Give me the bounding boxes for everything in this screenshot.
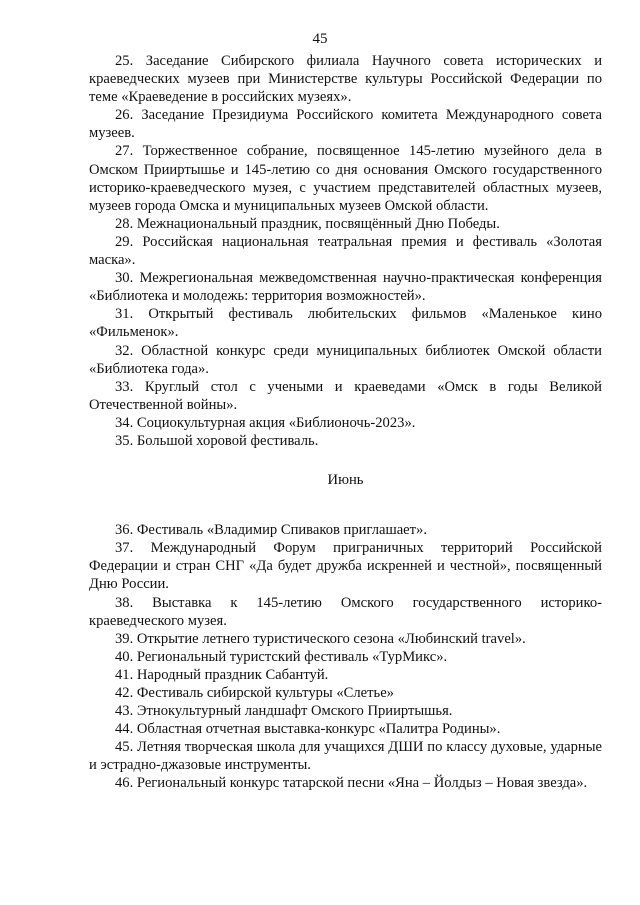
list-item-30: 30. Межрегиональная межведомственная научно-практическая конференция «Библиотека и молодежь: территория возможностей». — [89, 270, 602, 305]
list-item-28: 28. Межнациональный праздник, посвящённый Дню Победы. — [115, 215, 500, 232]
list-item-42: 42. Фестиваль сибирской культуры «Слетье» — [115, 685, 394, 701]
list-item-32: 32. Областной конкурс среди муниципальных библиотек Омской области «Библиотека года». — [89, 342, 602, 377]
list-item-43: 43. Этнокультурный ландшафт Омского Прииртышья. — [115, 703, 453, 720]
list-item-46: 46. Региональный конкурс татарской песни «Яна – Йолдыз – Новая звезда». — [115, 775, 588, 792]
list-item-36: 36. Фестиваль «Владимир Спиваков приглашает». — [115, 522, 427, 539]
list-item-37: 37. Международный Форум приграничных территорий Российской Федерации и стран СНГ «Да будет дружба искренней и честной», посвященный Дню России. — [89, 540, 602, 593]
list-item-39: 39. Открытие летнего туристического сезона «Любинский travel». — [115, 630, 526, 647]
section-heading-june: Июнь — [327, 472, 364, 489]
document-body — [89, 52, 602, 793]
list-item-31: 31. Открытый фестиваль любительских фильмов «Маленькое кино «Фильменок». — [89, 306, 602, 341]
page-number: 45 — [312, 31, 328, 47]
list-item-26: 26. Заседание Президиума Российского комитета Международного совета музеев. — [89, 107, 602, 142]
list-item-38: 38. Выставка к 145-летию Омского государственного историко-краеведческого музея. — [89, 594, 602, 629]
list-item-27: 27. Торжественное собрание, посвященное 145-летию музейного дела в Омском Прииртышье и 145-летию со дня основания Омского государственного историко-краеведческого музея, с участием представителей областных музеев, музеев города Омска и муниципальных музеев Омской области. — [89, 143, 602, 214]
list-item-34: 34. Социокультурная акция «Библионочь-2023». — [115, 414, 416, 431]
list-item-35: 35. Большой хоровой фестиваль. — [115, 432, 319, 449]
list-item-45: 45. Летняя творческая школа для учащихся ДШИ по классу духовые, ударные и эстрадно-джазовые инструменты. — [89, 739, 602, 774]
list-item-44: 44. Областная отчетная выставка-конкурс «Палитра Родины». — [115, 721, 501, 738]
list-item-33: 33. Круглый стол с учеными и краеведами «Омск в годы Великой Отечественной войны». — [89, 378, 602, 413]
list-item-29: 29. Российская национальная театральная премия и фестиваль «Золотая маска». — [89, 233, 602, 269]
list-item-40: 40. Региональный туристский фестиваль «ТурМикс». — [115, 648, 448, 665]
list-item-41: 41. Народный праздник Сабантуй. — [115, 666, 329, 683]
list-item-25: 25. Заседание Сибирского филиала Научного совета исторических и краеведческих музеев при Министерстве культуры Российской Федерации по теме «Краеведение в российских музеях». — [89, 53, 602, 106]
